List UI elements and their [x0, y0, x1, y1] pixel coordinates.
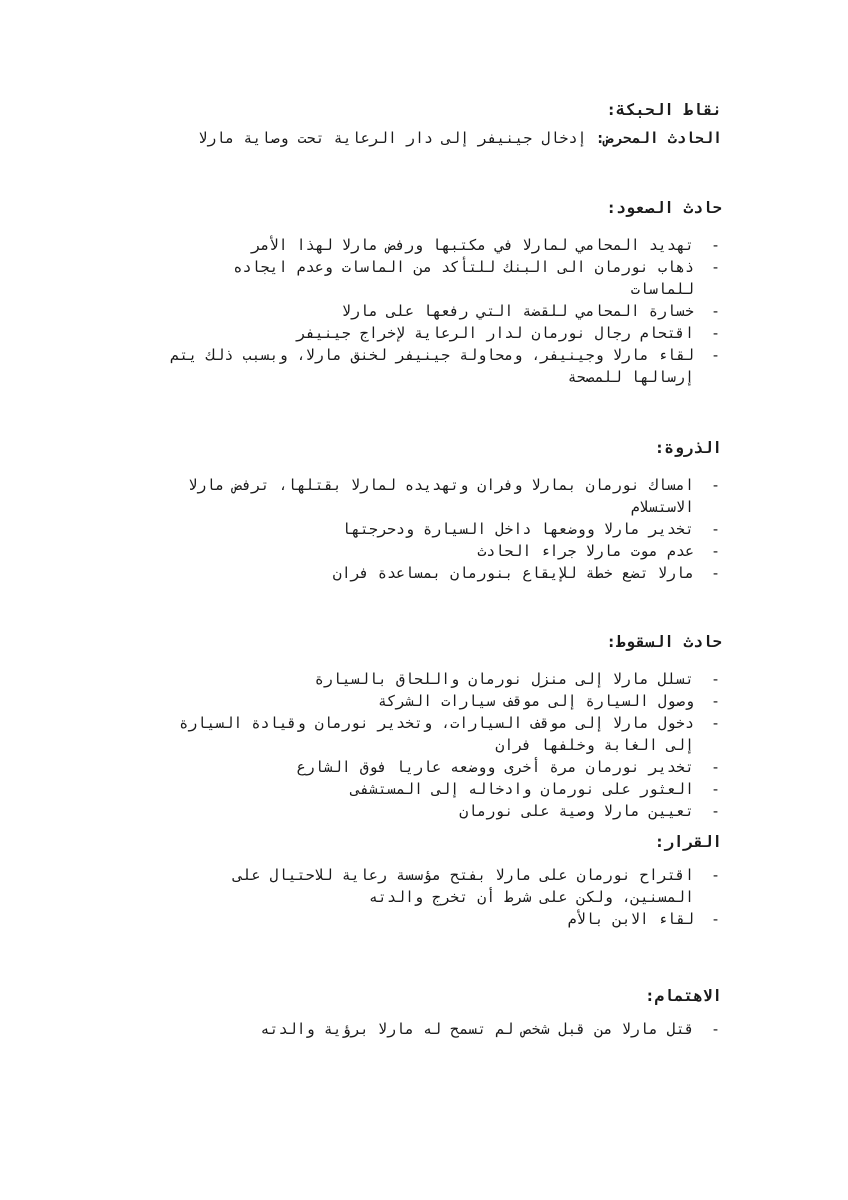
list-item	[162, 344, 720, 388]
list-item	[162, 322, 720, 344]
concern-heading: الاهتمام:	[644, 986, 722, 1005]
bullet-dash: -	[710, 758, 720, 776]
bullet-dash: -	[710, 258, 720, 276]
list-item	[162, 778, 720, 800]
bullet-dash: -	[710, 236, 720, 254]
list-item-text: اقتحام رجال نورمان لدار الرعاية لإخراج جينيفر	[296, 324, 694, 342]
list-item-text: ذهاب نورمان الى البنك للتأكد من الماسات وعدم ايجاده للماسات	[233, 258, 694, 298]
list-item-text: مارلا تضع خطة للإيقاع بنورمان بمساعدة فران	[332, 564, 694, 582]
list-item-text: دخول مارلا إلى موقف السيارات، وتخدير نورمان وقيادة السيارة إلى الغابة وخلفها فران	[179, 714, 694, 754]
list-item-text: تسلل مارلا إلى منزل نورمان واللحاق بالسيارة	[314, 670, 694, 688]
list-item	[162, 562, 720, 584]
bullet-dash: -	[710, 324, 720, 342]
list-item-text: لقاء مارلا وجينيفر، ومحاولة جينيفر لخنق مارلا، وبسبب ذلك يتم إرسالها للمصحة	[170, 346, 694, 386]
list-item-text: لقاء الابن بالأم	[567, 910, 694, 928]
list-item	[162, 712, 720, 756]
plot-points-heading: نقاط الحبكة:	[606, 100, 722, 119]
concern-section	[162, 984, 722, 1040]
list-item	[162, 256, 720, 300]
list-item-text: تعيين مارلا وصية على نورمان	[459, 802, 694, 820]
list-item-text: تهديد المحامي لمارلا في مكتبها ورفض مارلا لهذا الأمر	[251, 236, 694, 254]
list-item-text: امساك نورمان بمارلا وفران وتهديده لمارلا بقتلها، ترفض مارلا الاستسلام	[188, 476, 694, 516]
list-item	[162, 518, 720, 540]
falling-action-heading: حادث السقوط:	[606, 632, 722, 651]
bullet-dash: -	[710, 714, 720, 732]
list-item-text: العثور على نورمان وادخاله إلى المستشفى	[350, 780, 694, 798]
list-item	[162, 908, 720, 930]
inciting-incident	[162, 126, 722, 150]
resolution-section	[162, 830, 722, 930]
list-item-text: قتل مارلا من قبل شخص لم تسمح له مارلا برؤية والدته	[260, 1020, 694, 1038]
bullet-dash: -	[710, 780, 720, 798]
inciting-incident-label: الحادث المحرض:	[595, 129, 722, 147]
concern-list	[162, 1018, 722, 1040]
bullet-dash: -	[710, 542, 720, 560]
list-item	[162, 864, 720, 908]
list-item	[162, 474, 720, 518]
bullet-dash: -	[710, 866, 720, 884]
list-item	[162, 756, 720, 778]
list-item	[162, 540, 720, 562]
list-item-text: خسارة المحامي للقضة التي رفعها على مارلا	[341, 302, 694, 320]
list-item-text: تخدير مارلا ووضعها داخل السيارة ودحرجتها	[341, 520, 694, 538]
list-item	[162, 690, 720, 712]
climax-heading: الذروة:	[654, 438, 722, 457]
bullet-dash: -	[710, 802, 720, 820]
resolution-list	[162, 864, 722, 930]
bullet-dash: -	[710, 1020, 720, 1038]
inciting-incident-text: إدخال جينيفر إلى دار الرعاية تحت وصاية مارلا	[198, 129, 596, 147]
falling-action-list	[162, 668, 722, 822]
resolution-heading: القرار:	[654, 832, 722, 851]
bullet-dash: -	[710, 476, 720, 494]
rising-action-list	[162, 234, 722, 388]
list-item-text: عدم موت مارلا جراء الحادث	[477, 542, 694, 560]
list-item	[162, 300, 720, 322]
list-item	[162, 1018, 720, 1040]
bullet-dash: -	[710, 670, 720, 688]
bullet-dash: -	[710, 692, 720, 710]
list-item	[162, 234, 720, 256]
list-item-text: وصول السيارة إلى موقف سيارات الشركة	[377, 692, 694, 710]
list-item	[162, 668, 720, 690]
bullet-dash: -	[710, 302, 720, 320]
document-body	[162, 98, 722, 1040]
climax-section	[162, 436, 722, 584]
list-item	[162, 800, 720, 822]
rising-action-heading: حادث الصعود:	[606, 198, 722, 217]
rising-action-section	[162, 196, 722, 388]
bullet-dash: -	[710, 346, 720, 364]
list-item-text: اقتراح نورمان على مارلا بفتح مؤسسة رعاية للاحتيال على المسنين، ولكن على شرط أن تخرج والدته	[233, 866, 694, 906]
falling-action-section	[162, 630, 722, 822]
bullet-dash: -	[710, 520, 720, 538]
bullet-dash: -	[710, 910, 720, 928]
bullet-dash: -	[710, 564, 720, 582]
climax-list	[162, 474, 722, 584]
list-item-text: تخدير نورمان مرة أخرى ووضعه عاريا فوق الشارع	[296, 758, 694, 776]
